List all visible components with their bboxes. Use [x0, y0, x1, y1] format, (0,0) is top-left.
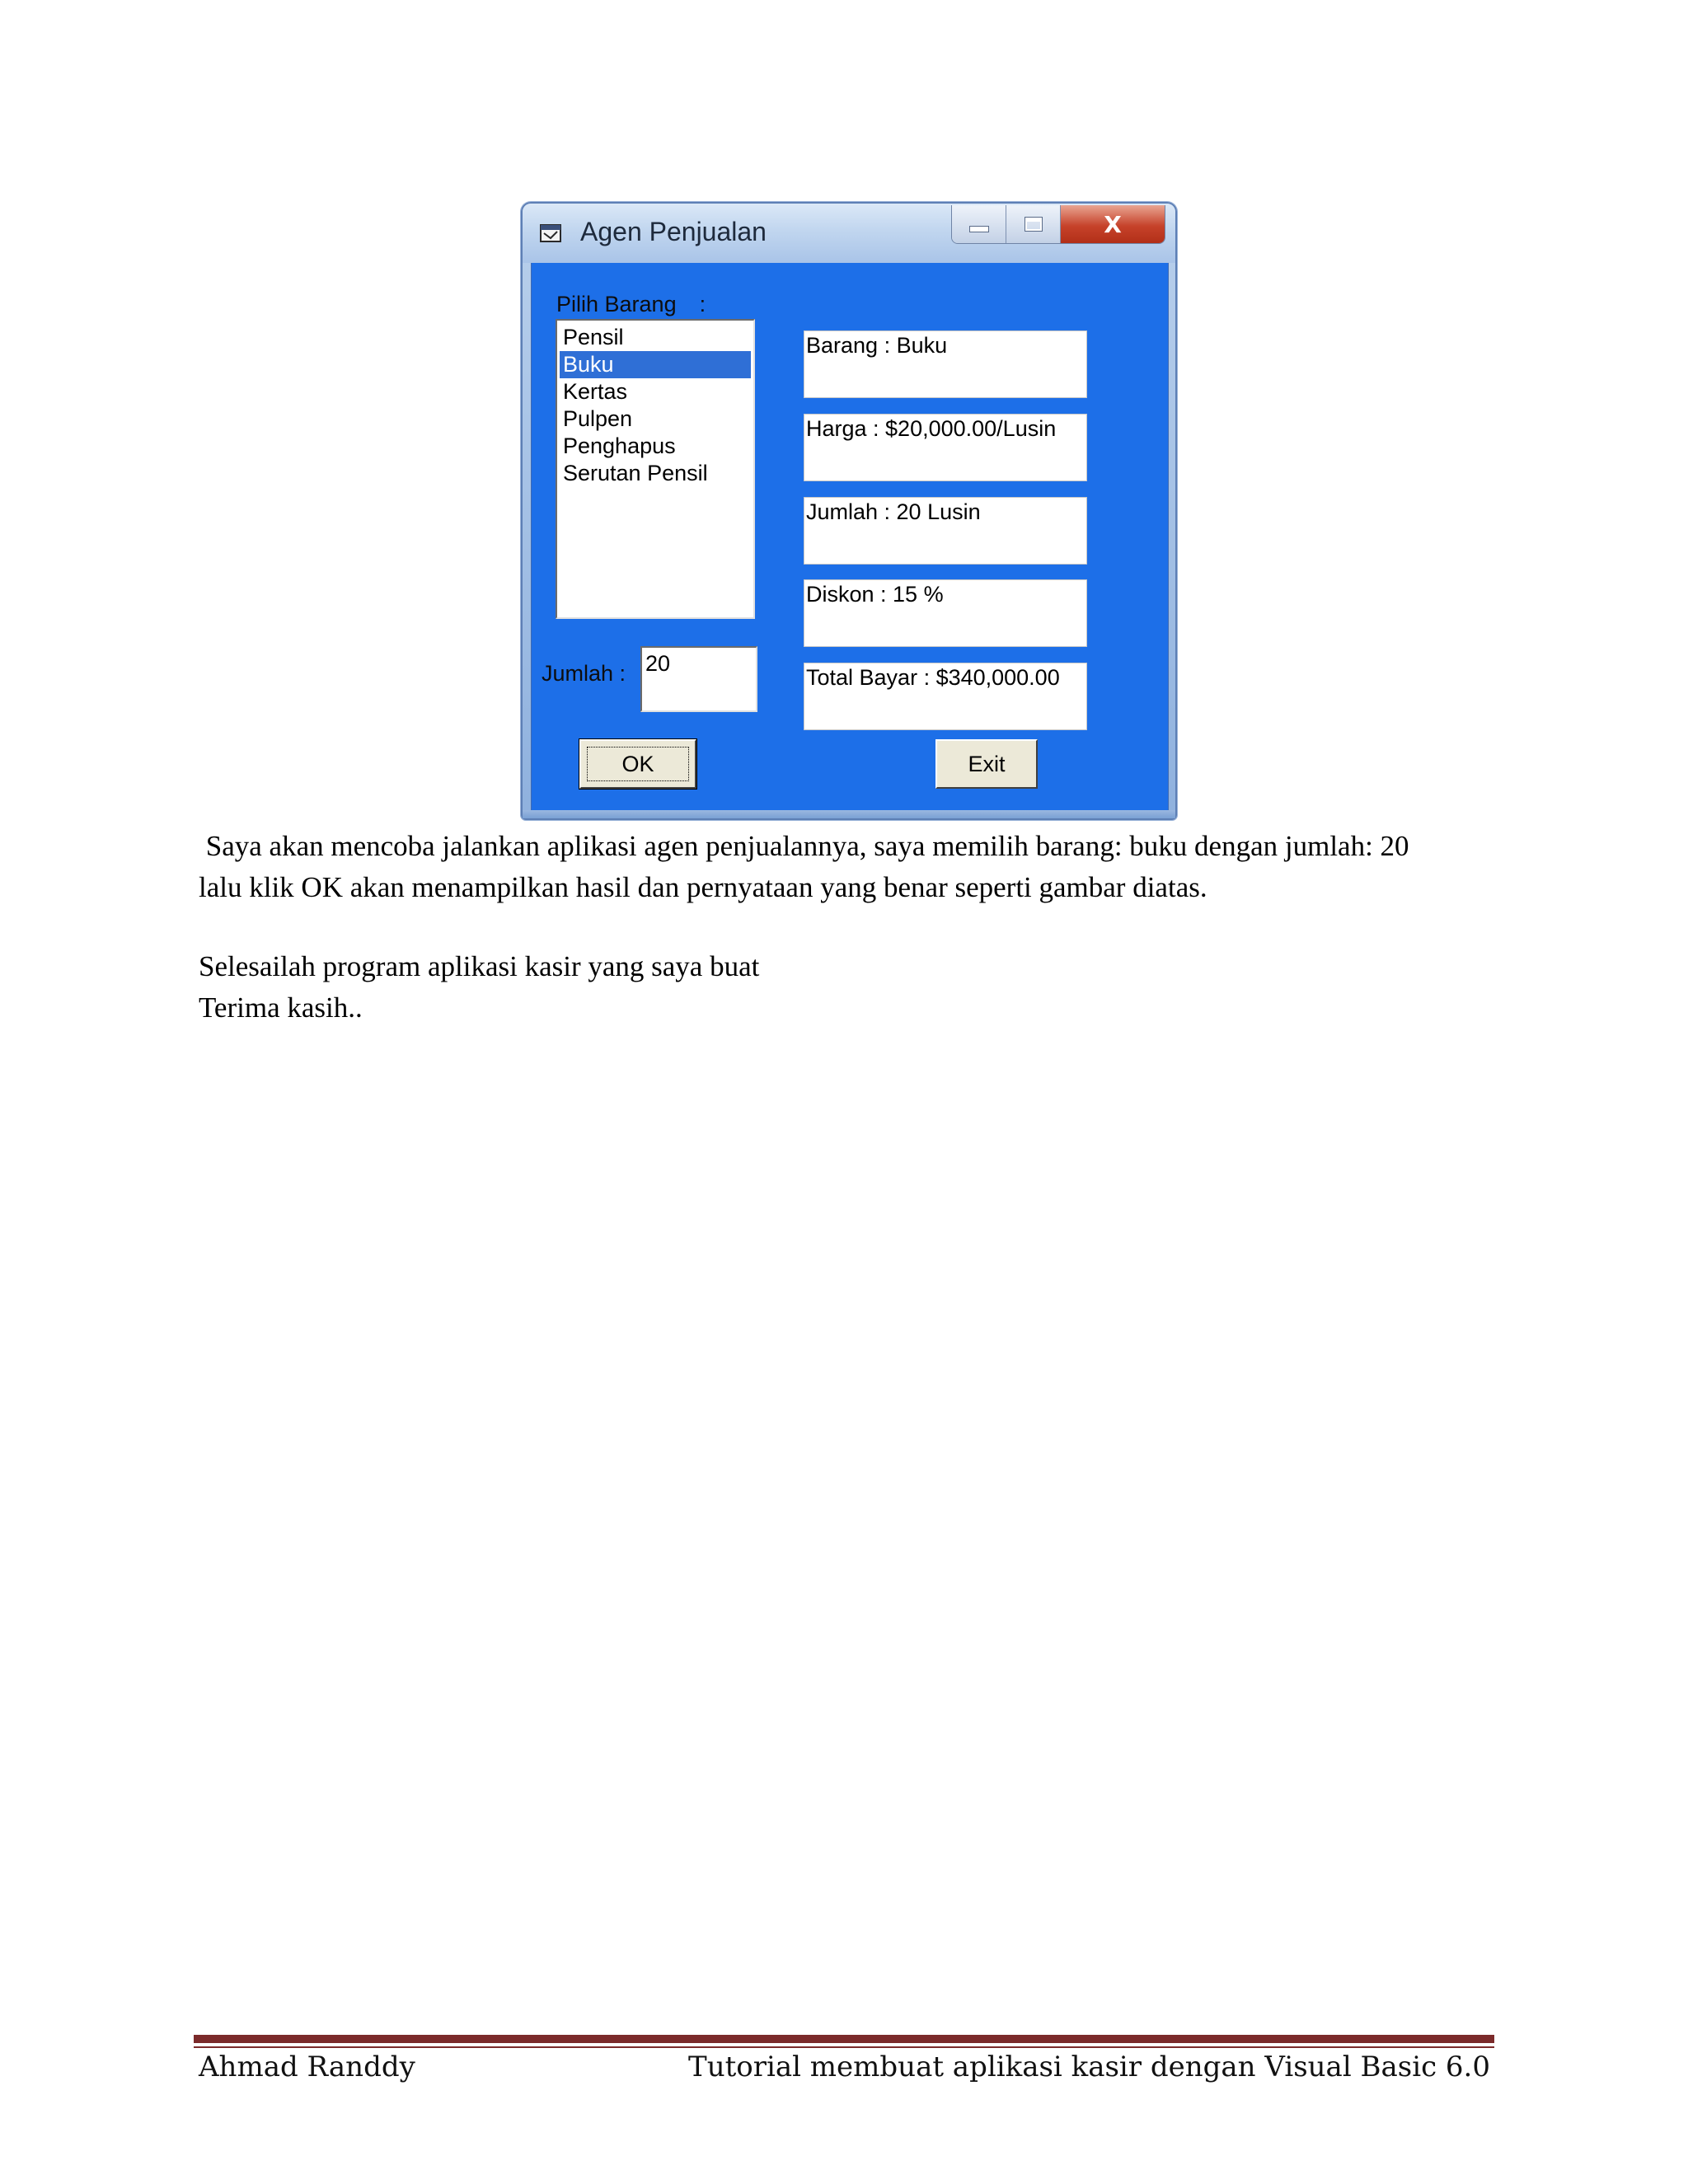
output-barang: Barang : Buku [804, 330, 1087, 398]
output-total: Total Bayar : $340,000.00 [804, 663, 1087, 730]
ok-button-label: OK [587, 747, 689, 781]
maximize-icon [1025, 218, 1042, 231]
paragraph-line: Terima kasih.. [199, 991, 363, 1024]
minimize-button[interactable] [952, 205, 1006, 243]
title-bar[interactable] [523, 204, 1175, 263]
footer-rule-thin [194, 2046, 1494, 2048]
minimize-icon [969, 226, 989, 232]
ok-button[interactable] [579, 739, 696, 789]
paragraph-line: Selesailah program aplikasi kasir yang saya buat [199, 950, 760, 982]
output-jumlah: Jumlah : 20 Lusin [804, 497, 1087, 565]
footer-rule [194, 2035, 1494, 2043]
list-label: Pilih Barang : [556, 292, 706, 316]
paragraph-description [199, 826, 1517, 908]
list-item-pulpen[interactable]: Pulpen [563, 406, 633, 431]
exit-button[interactable]: Exit [935, 739, 1038, 789]
form-client-area [531, 263, 1169, 812]
footer-title: Tutorial membuat aplikasi kasir dengan Visual Basic 6.0 [688, 2050, 1490, 2083]
output-diskon: Diskon : 15 % [804, 579, 1087, 647]
app-window [521, 202, 1177, 820]
list-item-kertas[interactable]: Kertas [563, 379, 628, 404]
list-item-pensil[interactable]: Pensil [563, 325, 624, 349]
maximize-button[interactable] [1006, 205, 1061, 243]
close-button[interactable] [1061, 205, 1165, 243]
paragraph-line: lalu klik OK akan menampilkan hasil dan pernyataan yang benar seperti gambar diatas. [199, 871, 1207, 903]
window-bottom-border [523, 810, 1175, 818]
window-title: Agen Penjualan [580, 217, 767, 246]
list-item-serutan-pensil[interactable]: Serutan Pensil [563, 461, 708, 485]
list-item-buku[interactable]: Buku [560, 351, 751, 378]
form-icon [539, 222, 564, 245]
close-icon: X [1104, 210, 1122, 238]
quantity-label: Jumlah : [542, 661, 626, 686]
paragraph-closing [199, 946, 1517, 1029]
quantity-input[interactable]: 20 [640, 646, 757, 712]
list-item-penghapus[interactable]: Penghapus [563, 434, 676, 458]
footer-author: Ahmad Randdy [199, 2050, 415, 2083]
window-controls [951, 205, 1165, 244]
output-harga: Harga : $20,000.00/Lusin [804, 414, 1087, 481]
paragraph-line: Saya akan mencoba jalankan aplikasi agen penjualannya, saya memilih barang: buku dengan jumlah: 20 [199, 830, 1409, 862]
item-listbox[interactable] [556, 319, 755, 619]
